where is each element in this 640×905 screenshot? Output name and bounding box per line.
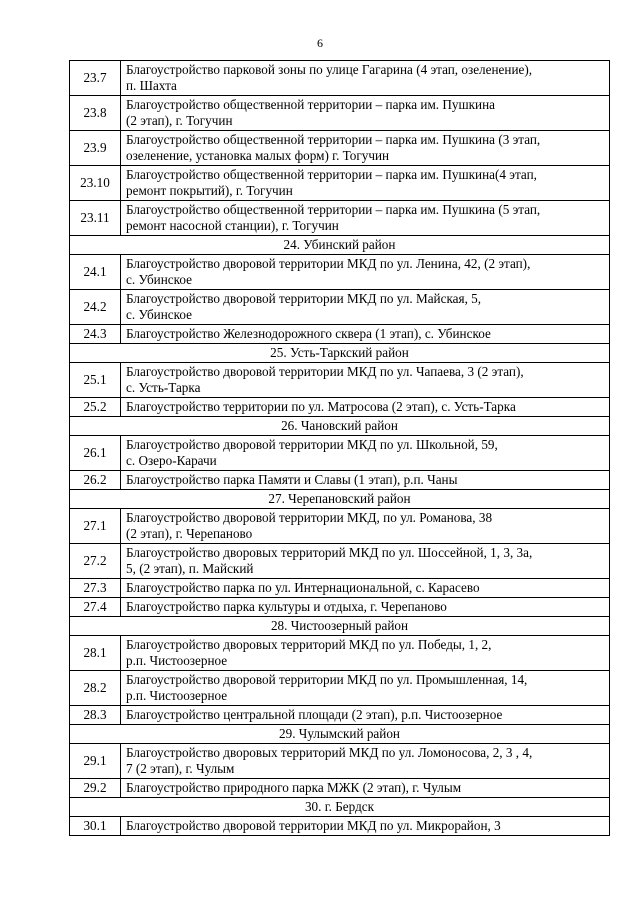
item-number: 27.3 (70, 579, 121, 598)
table-row (70, 598, 610, 617)
table-row (70, 363, 610, 398)
description-line: Благоустройство дворовой территории МКД, по ул. Романова, 38 (126, 510, 493, 525)
item-description (121, 471, 610, 490)
table-row (70, 817, 610, 836)
description-line: Благоустройство дворовых территорий МКД по ул. Победы, 1, 2, (126, 637, 492, 652)
table-row (70, 636, 610, 671)
item-description (121, 579, 610, 598)
description-line: Благоустройство дворовой территории МКД по ул. Школьной, 59, (126, 437, 498, 452)
description-line: Благоустройство парка Памяти и Славы (1 этап), р.п. Чаны (126, 472, 458, 487)
description-line: Благоустройство парка по ул. Интернациональной, с. Карасево (126, 580, 480, 595)
item-number: 29.1 (70, 744, 121, 779)
item-description (121, 131, 610, 166)
item-description (121, 509, 610, 544)
description-line: р.п. Чистоозерное (126, 688, 228, 703)
description-line: Благоустройство дворовой территории МКД по ул. Промышленная, 14, (126, 672, 528, 687)
item-description (121, 779, 610, 798)
section-title: 25. Усть-Таркский район (70, 344, 610, 363)
item-number: 25.1 (70, 363, 121, 398)
table-row (70, 61, 610, 96)
item-number: 28.2 (70, 671, 121, 706)
description-line: озеленение, установка малых форм) г. Тогучин (126, 148, 390, 163)
section-title: 24. Убинский район (70, 236, 610, 255)
item-description (121, 744, 610, 779)
description-line: Благоустройство дворовой территории МКД по ул. Микрорайон, 3 (126, 818, 501, 833)
item-description (121, 255, 610, 290)
page-number: 6 (317, 36, 323, 50)
table-row (70, 131, 610, 166)
table-row (70, 471, 610, 490)
description-line: 7 (2 этап), г. Чулым (126, 761, 235, 776)
item-number: 27.1 (70, 509, 121, 544)
table-row (70, 744, 610, 779)
table-row (70, 671, 610, 706)
table-row (70, 398, 610, 417)
description-line: Благоустройство общественной территории – парка им. Пушкина (3 этап, (126, 132, 541, 147)
description-line: Благоустройство парка культуры и отдыха, г. Черепаново (126, 599, 447, 614)
item-number: 29.2 (70, 779, 121, 798)
item-description (121, 706, 610, 725)
item-number: 23.9 (70, 131, 121, 166)
projects-table-body (70, 61, 610, 836)
item-description (121, 598, 610, 617)
section-header-row (70, 798, 610, 817)
table-row (70, 290, 610, 325)
item-number: 26.1 (70, 436, 121, 471)
description-line: Благоустройство природного парка МЖК (2 этап), г. Чулым (126, 780, 462, 795)
item-number: 23.10 (70, 166, 121, 201)
item-description (121, 325, 610, 344)
description-line: Благоустройство дворовой территории МКД по ул. Чапаева, 3 (2 этап), (126, 364, 524, 379)
description-line: Благоустройство территории по ул. Матросова (2 этап), с. Усть-Тарка (126, 399, 516, 414)
section-header-row (70, 490, 610, 509)
section-title: 28. Чистоозерный район (70, 617, 610, 636)
item-description (121, 96, 610, 131)
item-number: 27.2 (70, 544, 121, 579)
projects-table (69, 60, 610, 836)
item-number: 24.3 (70, 325, 121, 344)
section-header-row (70, 344, 610, 363)
description-line: Благоустройство парковой зоны по улице Гагарина (4 этап, озеленение), (126, 62, 533, 77)
description-line: ремонт насосной станции), г. Тогучин (126, 218, 339, 233)
item-description (121, 436, 610, 471)
item-description (121, 201, 610, 236)
section-title: 30. г. Бердск (70, 798, 610, 817)
item-number: 27.4 (70, 598, 121, 617)
description-line: 5, (2 этап), п. Майский (126, 561, 254, 576)
item-description (121, 363, 610, 398)
item-number: 24.1 (70, 255, 121, 290)
description-line: Благоустройство дворовой территории МКД по ул. Майская, 5, (126, 291, 482, 306)
description-line: (2 этап), г. Черепаново (126, 526, 253, 541)
description-line: Благоустройство Железнодорожного сквера (1 этап), с. Убинское (126, 326, 491, 341)
description-line: (2 этап), г. Тогучин (126, 113, 233, 128)
table-row (70, 255, 610, 290)
table-row (70, 509, 610, 544)
description-line: р.п. Чистоозерное (126, 653, 228, 668)
item-number: 23.8 (70, 96, 121, 131)
description-line: с. Убинское (126, 307, 192, 322)
table-row (70, 544, 610, 579)
description-line: Благоустройство общественной территории – парка им. Пушкина (126, 97, 496, 112)
table-row (70, 579, 610, 598)
item-description (121, 398, 610, 417)
table-row (70, 325, 610, 344)
item-description (121, 544, 610, 579)
item-number: 24.2 (70, 290, 121, 325)
item-number: 28.3 (70, 706, 121, 725)
section-title: 29. Чулымский район (70, 725, 610, 744)
item-number: 30.1 (70, 817, 121, 836)
section-header-row (70, 617, 610, 636)
section-header-row (70, 236, 610, 255)
section-header-row (70, 417, 610, 436)
section-title: 27. Черепановский район (70, 490, 610, 509)
section-title: 26. Чановский район (70, 417, 610, 436)
item-number: 23.11 (70, 201, 121, 236)
table-row (70, 436, 610, 471)
table-row (70, 96, 610, 131)
section-header-row (70, 725, 610, 744)
item-number: 26.2 (70, 471, 121, 490)
description-line: с. Озеро-Карачи (126, 453, 217, 468)
table-row (70, 706, 610, 725)
description-line: ремонт покрытий), г. Тогучин (126, 183, 293, 198)
item-description (121, 671, 610, 706)
item-description (121, 61, 610, 96)
description-line: Благоустройство общественной территории – парка им. Пушкина(4 этап, (126, 167, 537, 182)
description-line: Благоустройство центральной площади (2 этап), р.п. Чистоозерное (126, 707, 503, 722)
item-description (121, 290, 610, 325)
item-number: 23.7 (70, 61, 121, 96)
description-line: с. Убинское (126, 272, 192, 287)
table-row (70, 166, 610, 201)
description-line: Благоустройство дворовой территории МКД по ул. Ленина, 42, (2 этап), (126, 256, 531, 271)
item-description (121, 817, 610, 836)
description-line: п. Шахта (126, 78, 177, 93)
description-line: Благоустройство дворовых территорий МКД по ул. Ломоносова, 2, 3 , 4, (126, 745, 533, 760)
item-number: 28.1 (70, 636, 121, 671)
item-description (121, 166, 610, 201)
item-number: 25.2 (70, 398, 121, 417)
description-line: с. Усть-Тарка (126, 380, 201, 395)
description-line: Благоустройство общественной территории – парка им. Пушкина (5 этап, (126, 202, 541, 217)
table-row (70, 779, 610, 798)
table-row (70, 201, 610, 236)
description-line: Благоустройство дворовых территорий МКД по ул. Шоссейной, 1, 3, 3а, (126, 545, 533, 560)
item-description (121, 636, 610, 671)
